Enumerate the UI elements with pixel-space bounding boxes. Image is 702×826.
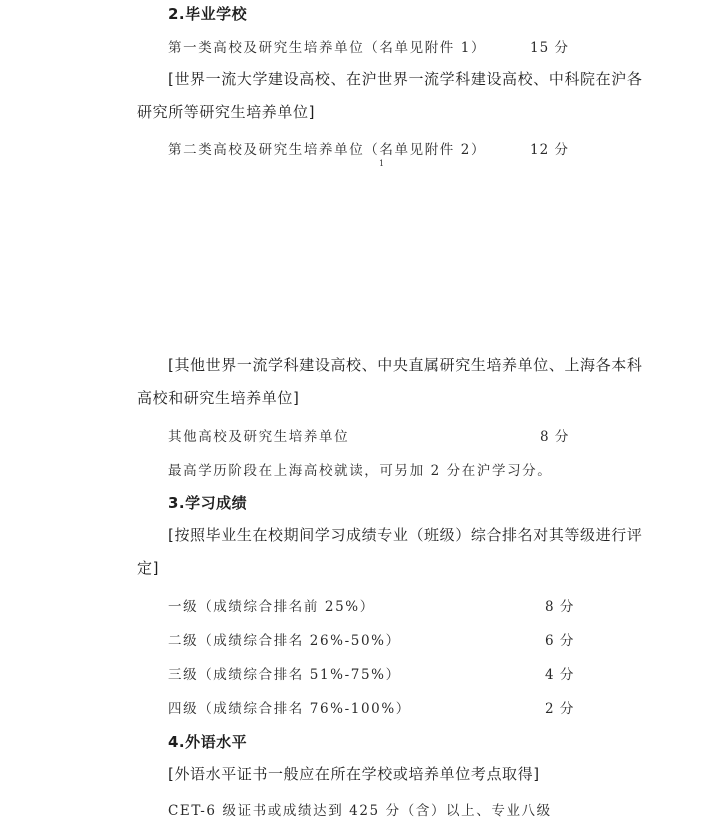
grade-2-score: 6 分	[545, 633, 575, 649]
cet6-item: CET-6 级证书或成绩达到 425 分（含）以上、专业八级	[168, 803, 552, 819]
tier2-score: 12 分	[530, 142, 569, 158]
tier1-score: 15 分	[530, 40, 569, 56]
grade-2-label: 二级（成绩综合排名 26%-50%）	[168, 633, 401, 649]
grade-1-score: 8 分	[545, 599, 575, 615]
shanghai-bonus-note: 最高学历阶段在上海高校就读，可另加 2 分在沪学习分。	[168, 463, 553, 479]
tier1-note-line2: 研究所等研究生培养单位]	[137, 103, 316, 121]
grade-3-label: 三级（成绩综合排名 51%-75%）	[168, 667, 401, 683]
grade-4-score: 2 分	[545, 701, 575, 717]
tier2-note-line2: 高校和研究生培养单位]	[137, 389, 300, 407]
section-3-heading: 3.学习成绩	[168, 494, 248, 512]
tier2-note-line1: [其他世界一流学科建设高校、中央直属研究生培养单位、上海各本科	[168, 356, 643, 374]
grades-note-line2: 定]	[137, 559, 160, 577]
grade-4-label: 四级（成绩综合排名 76%-100%）	[168, 701, 411, 717]
other-schools-label: 其他高校及研究生培养单位	[168, 429, 350, 445]
grade-1-label: 一级（成绩综合排名前 25%）	[168, 599, 375, 615]
other-schools-score: 8 分	[540, 429, 570, 445]
tier1-note-line1: [世界一流大学建设高校、在沪世界一流学科建设高校、中科院在沪各	[168, 70, 643, 88]
grade-3-score: 4 分	[545, 667, 575, 683]
page-number: 1	[379, 159, 385, 168]
grades-note-line1: [按照毕业生在校期间学习成绩专业（班级）综合排名对其等级进行评	[168, 526, 643, 544]
section-4-heading: 4.外语水平	[168, 733, 248, 751]
section-2-heading: 2.毕业学校	[168, 5, 248, 23]
language-note: [外语水平证书一般应在所在学校或培养单位考点取得]	[168, 765, 540, 783]
tier2-label: 第二类高校及研究生培养单位（名单见附件 2）	[168, 142, 487, 158]
tier1-label: 第一类高校及研究生培养单位（名单见附件 1）	[168, 40, 487, 56]
